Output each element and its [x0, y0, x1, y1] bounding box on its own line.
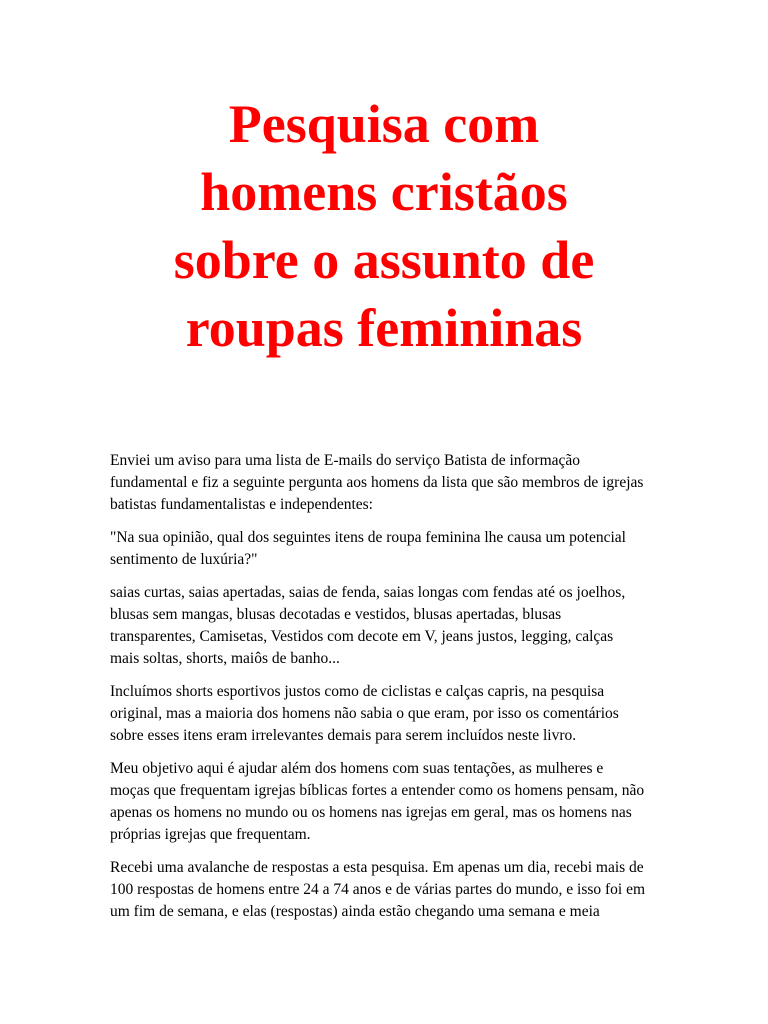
paragraph-shorts-note [110, 681, 670, 747]
title-line: Pesquisa com [228, 94, 540, 154]
text-line: sentimento de luxúria?" [110, 551, 258, 568]
paragraph-intro [110, 450, 670, 516]
title-line: roupas femininas [185, 298, 583, 358]
text-line: Enviei um aviso para uma lista de E-mails do serviço Batista de informação [110, 452, 581, 469]
text-line: transparentes, Camisetas, Vestidos com decote em V, jeans justos, legging, calças [110, 628, 614, 645]
paragraph-question [110, 527, 670, 571]
title-line: sobre o assunto de [173, 230, 595, 290]
text-line: blusas sem mangas, blusas decotadas e vestidos, blusas apertadas, blusas [110, 606, 562, 623]
paragraph-clothing-list [110, 582, 670, 670]
text-line: 100 respostas de homens entre 24 a 74 anos e de várias partes do mundo, e isso foi em [110, 881, 646, 898]
text-line: um fim de semana, e elas (respostas) ainda estão chegando uma semana e meia [110, 903, 600, 920]
text-line: mais soltas, shorts, maiôs de banho... [110, 650, 340, 667]
text-line: "Na sua opinião, qual dos seguintes itens de roupa feminina lhe causa um potencial [110, 529, 626, 546]
text-line: Recebi uma avalanche de respostas a esta pesquisa. Em apenas um dia, recebi mais de [110, 859, 644, 876]
text-line: batistas fundamentalistas e independentes: [110, 496, 373, 513]
text-line: Meu objetivo aqui é ajudar além dos homens com suas tentações, as mulheres e [110, 760, 604, 777]
title-line: homens cristãos [200, 162, 568, 222]
text-line: fundamental e fiz a seguinte pergunta aos homens da lista que são membros de igrejas [110, 474, 644, 491]
paragraph-objective [110, 758, 670, 846]
text-line: Incluímos shorts esportivos justos como de ciclistas e calças capris, na pesquisa [110, 683, 605, 700]
page-title [100, 90, 668, 362]
text-line: moças que frequentam igrejas bíblicas fortes a entender como os homens pensam, não [110, 782, 645, 799]
text-line: original, mas a maioria dos homens não sabia o que eram, por isso os comentários [110, 705, 619, 722]
text-line: próprias igrejas que frequentam. [110, 826, 311, 843]
text-line: saias curtas, saias apertadas, saias de fenda, saias longas com fendas até os joelhos, [110, 584, 626, 601]
text-line: apenas os homens no mundo ou os homens nas igrejas em geral, mas os homens nas [110, 804, 632, 821]
text-line: sobre esses itens eram irrelevantes demais para serem incluídos neste livro. [110, 727, 577, 744]
paragraph-responses [110, 857, 670, 923]
document-body [110, 450, 670, 934]
